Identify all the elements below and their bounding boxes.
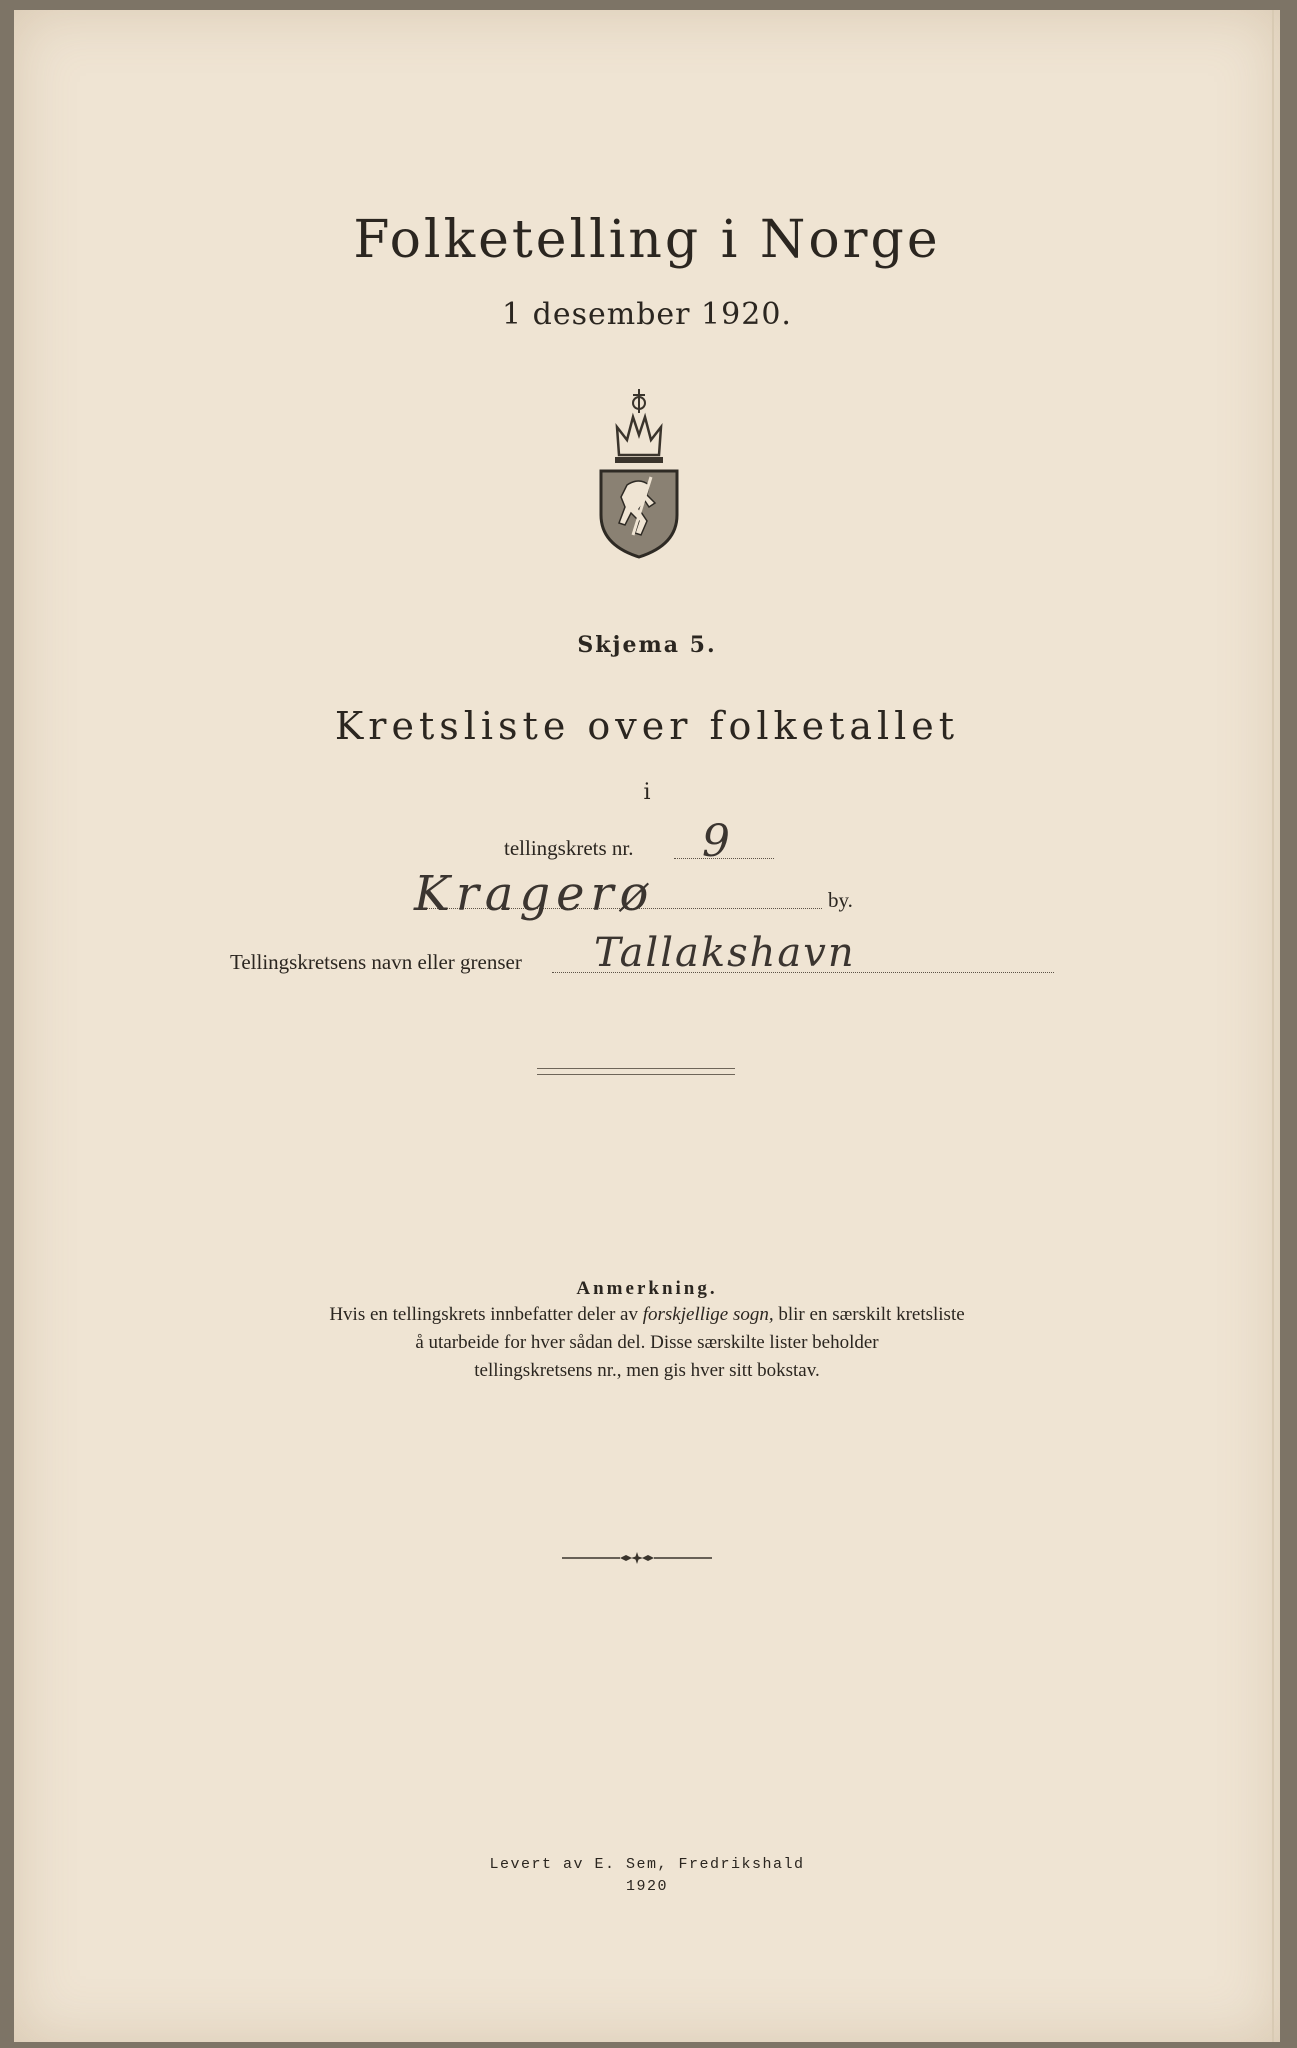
ornament-divider-icon [562,1550,712,1566]
town-name-field[interactable]: Kragerø [414,866,655,922]
printer-credit: Levert av E. Sem, Fredrikshald [489,1856,805,1873]
coat-of-arms-icon [589,385,689,560]
printer-year: 1920 [625,1878,668,1895]
note-title: Anmerkning. [576,1278,718,1299]
form-title: Folketelling i Norge [353,210,941,270]
schema-number: Skjema 5. [577,632,717,658]
district-label: tellingskrets nr. [504,836,634,860]
district-number-field[interactable]: 9 [702,816,730,867]
form-date: 1 desember 1920. [502,297,792,332]
form-heading: Kretsliste over folketallet [334,704,960,748]
note-line-2: å utarbeide for hver sådan del. Disse særskilte lister beholder [415,1332,879,1353]
divider-rule-top [537,1068,735,1069]
boundaries-label: Tellingskretsens navn eller grenser [230,950,522,974]
census-form-page [14,10,1280,2042]
town-suffix: by. [828,888,853,912]
divider-rule-bottom [537,1074,735,1075]
note-line-3: tellingskretsens nr., men gis hver sitt bokstav. [474,1360,820,1381]
note-emphasis: forskjellige sogn, [642,1304,774,1325]
boundaries-field[interactable]: Tallakshavn [594,930,856,976]
note-line-1: Hvis en tellingskrets innbefatter deler av forskjellige sogn, blir en særskilt kretsliste [329,1304,965,1325]
preposition: i [643,780,651,805]
